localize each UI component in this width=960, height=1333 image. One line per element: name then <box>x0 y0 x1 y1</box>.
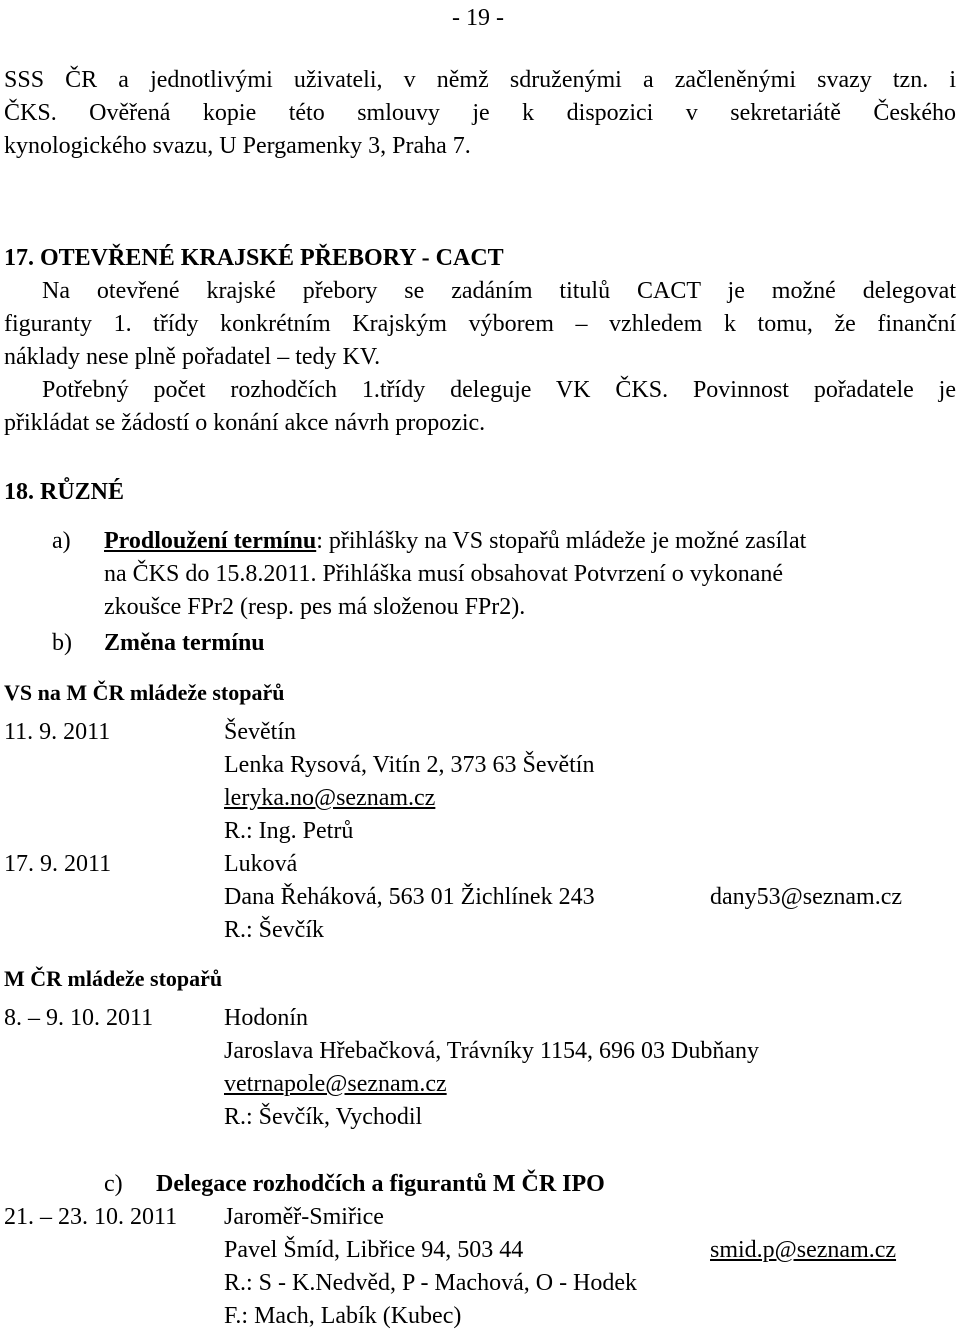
item-b-heading: Změna termínu <box>104 630 265 656</box>
event-judge: R.: Ševčík, Vychodil <box>224 1104 423 1130</box>
event-email-link[interactable]: vetrnapole@seznam.cz <box>224 1071 447 1097</box>
event-judges: R.: S - K.Nedvěd, P - Machová, O - Hodek <box>224 1270 638 1296</box>
intro-line: kynologického svazu, U Pergamenky 3, Praha 7. <box>4 133 471 159</box>
event-email-link[interactable]: leryka.no@seznam.cz <box>224 785 436 811</box>
vs-heading: VS na M ČR mládeže stopařů <box>4 680 285 705</box>
item-a-line-1 <box>104 525 806 558</box>
event-contact: Pavel Šmíd, Libřice 94, 503 44 <box>224 1237 524 1263</box>
event-date: 8. – 9. 10. 2011 <box>4 1005 154 1031</box>
item-b-label: b) <box>52 630 72 656</box>
event-judge: R.: Ing. Petrů <box>224 818 354 844</box>
intro-paragraph <box>4 64 956 163</box>
item-a-line-2: na ČKS do 15.8.2011. Přihláška musí obsahovat Potvrzení o vykonané <box>104 561 784 587</box>
item-a-heading: Prodloužení termínu <box>104 528 317 554</box>
event-contact: Lenka Rysová, Vitín 2, 373 63 Ševětín <box>224 752 595 778</box>
section-17-line: Na otevřené krajské přebory se zadáním titulů CACT je možné delegovat <box>42 278 956 304</box>
item-a-text: : přihlášky na VS stopařů mládeže je možné zasílat <box>316 528 807 554</box>
intro-line: ČKS. Ověřená kopie této smlouvy je k dispozici v sekretariátě Českého <box>4 100 956 126</box>
item-a-label: a) <box>52 528 71 554</box>
section-17-line: Potřebný počet rozhodčích 1.třídy deleguje VK ČKS. Povinnost pořadatele je <box>42 377 956 403</box>
section-17-line: figuranty 1. třídy konkrétním Krajským výborem – vzhledem k tomu, že finanční <box>4 311 956 337</box>
item-a-line-3: zkoušce FPr2 (resp. pes má složenou FPr2). <box>104 594 526 620</box>
item-c-heading: Delegace rozhodčích a figurantů M ČR IPO <box>156 1171 605 1197</box>
event-contact: Dana Řeháková, 563 01 Žichlínek 243 <box>224 884 595 910</box>
event-figurants: F.: Mach, Labík (Kubec) <box>224 1303 462 1329</box>
page-number: - 19 - <box>452 5 504 31</box>
section-17-body <box>4 275 956 440</box>
event-date: 21. – 23. 10. 2011 <box>4 1204 178 1230</box>
item-c-label: c) <box>104 1171 123 1197</box>
intro-line: SSS ČR a jednotlivými uživateli, v němž sdruženými a začleněnými svazy tzn. i <box>4 67 956 93</box>
m-heading: M ČR mládeže stopařů <box>4 966 223 991</box>
event-place: Luková <box>224 851 298 877</box>
event-email: dany53@seznam.cz <box>710 884 903 910</box>
event-email-link[interactable]: smid.p@seznam.cz <box>710 1237 897 1263</box>
event-contact: Jaroslava Hřebačková, Trávníky 1154, 696 03 Dubňany <box>224 1038 760 1064</box>
event-place: Ševětín <box>224 719 296 745</box>
event-date: 17. 9. 2011 <box>4 851 112 877</box>
event-date: 11. 9. 2011 <box>4 719 111 745</box>
event-judge: R.: Ševčík <box>224 917 324 943</box>
section-17-line: přikládat se žádostí o konání akce návrh propozic. <box>4 410 486 436</box>
section-17-title: 17. OTEVŘENÉ KRAJSKÉ PŘEBORY - CACT <box>4 245 504 271</box>
event-place: Jaroměř-Smiřice <box>224 1204 384 1230</box>
section-18-title: 18. RŮZNÉ <box>4 479 125 505</box>
event-place: Hodonín <box>224 1005 308 1031</box>
section-17-line: náklady nese plně pořadatel – tedy KV. <box>4 344 381 370</box>
